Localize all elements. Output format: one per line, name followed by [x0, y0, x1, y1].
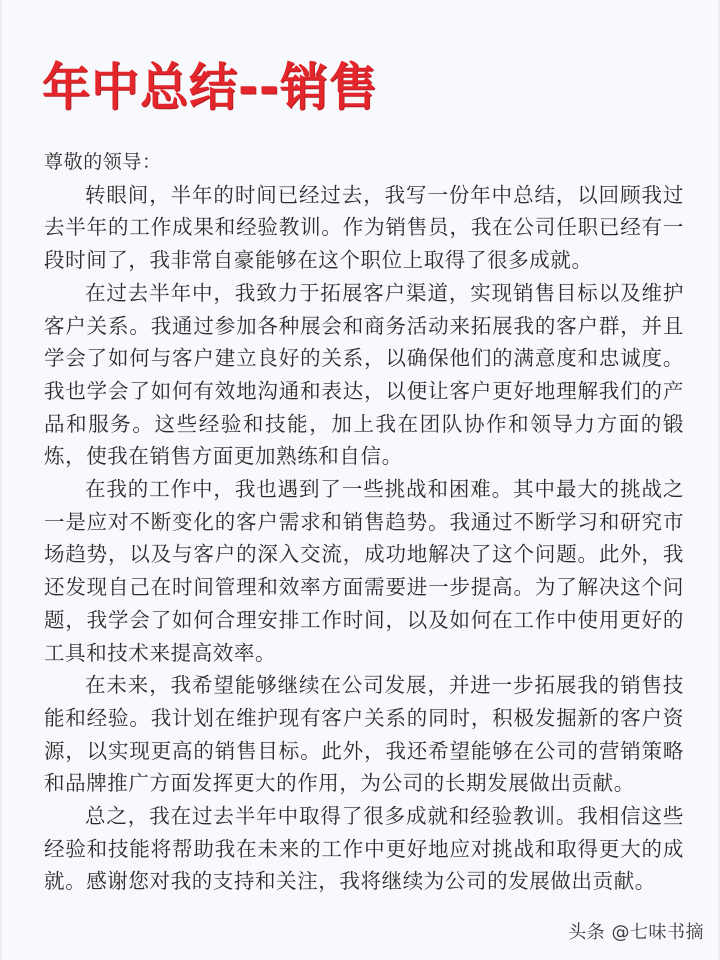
paragraph-conclusion: 总之，我在过去半年中取得了很多成就和经验教训。我相信这些经验和技能将帮助我在未来的工作中更好地应对挑战和取得更大的成就。感谢您对我的支持和关注，我将继续为公司的发展做出贡献。	[44, 804, 684, 894]
paragraph-intro: 转眼间，半年的时间已经过去，我写一份年中总结，以回顾我过去半年的工作成果和经验教训。作为销售员，我在公司任职已经有一段时间了，我非常自豪能够在这个职位上取得了很多成就。	[44, 182, 684, 273]
salutation: 尊敬的领导：	[44, 151, 162, 173]
paragraph-future: 在未来，我希望能够继续在公司发展，并进一步拓展我的销售技能和经验。我计划在维护现有客户关系的同时，积极发掘新的客户资源，以实现更高的销售目标。此外，我还希望能够在公司的营销策略和品牌推广方面发挥更大的作用，为公司的长期发展做出贡献。	[44, 673, 684, 796]
document-body	[44, 146, 684, 898]
watermark: 头条 @七味书摘	[568, 922, 704, 943]
paragraph-challenges: 在我的工作中，我也遇到了一些挑战和困难。其中最大的挑战之一是应对不断变化的客户需求和销售趋势。我通过不断学习和研究市场趋势，以及与客户的深入交流，成功地解决了这个问题。此外，我还发现自己在时间管理和效率方面需要进一步提高。为了解决这个问题，我学会了如何合理安排工作时间，以及如何在工作中使用更好的工具和技术来提高效率。	[44, 477, 684, 665]
document-title: 年中总结--销售	[42, 58, 378, 117]
paragraph-achievements: 在过去半年中，我致力于拓展客户渠道，实现销售目标以及维护客户关系。我通过参加各种展会和商务活动来拓展我的客户群，并且学会了如何与客户建立良好的关系，以确保他们的满意度和忠诚度。我也学会了如何有效地沟通和表达，以便让客户更好地理解我们的产品和服务。这些经验和技能，加上我在团队协作和领导力方面的锻炼，使我在销售方面更加熟练和自信。	[44, 280, 684, 469]
